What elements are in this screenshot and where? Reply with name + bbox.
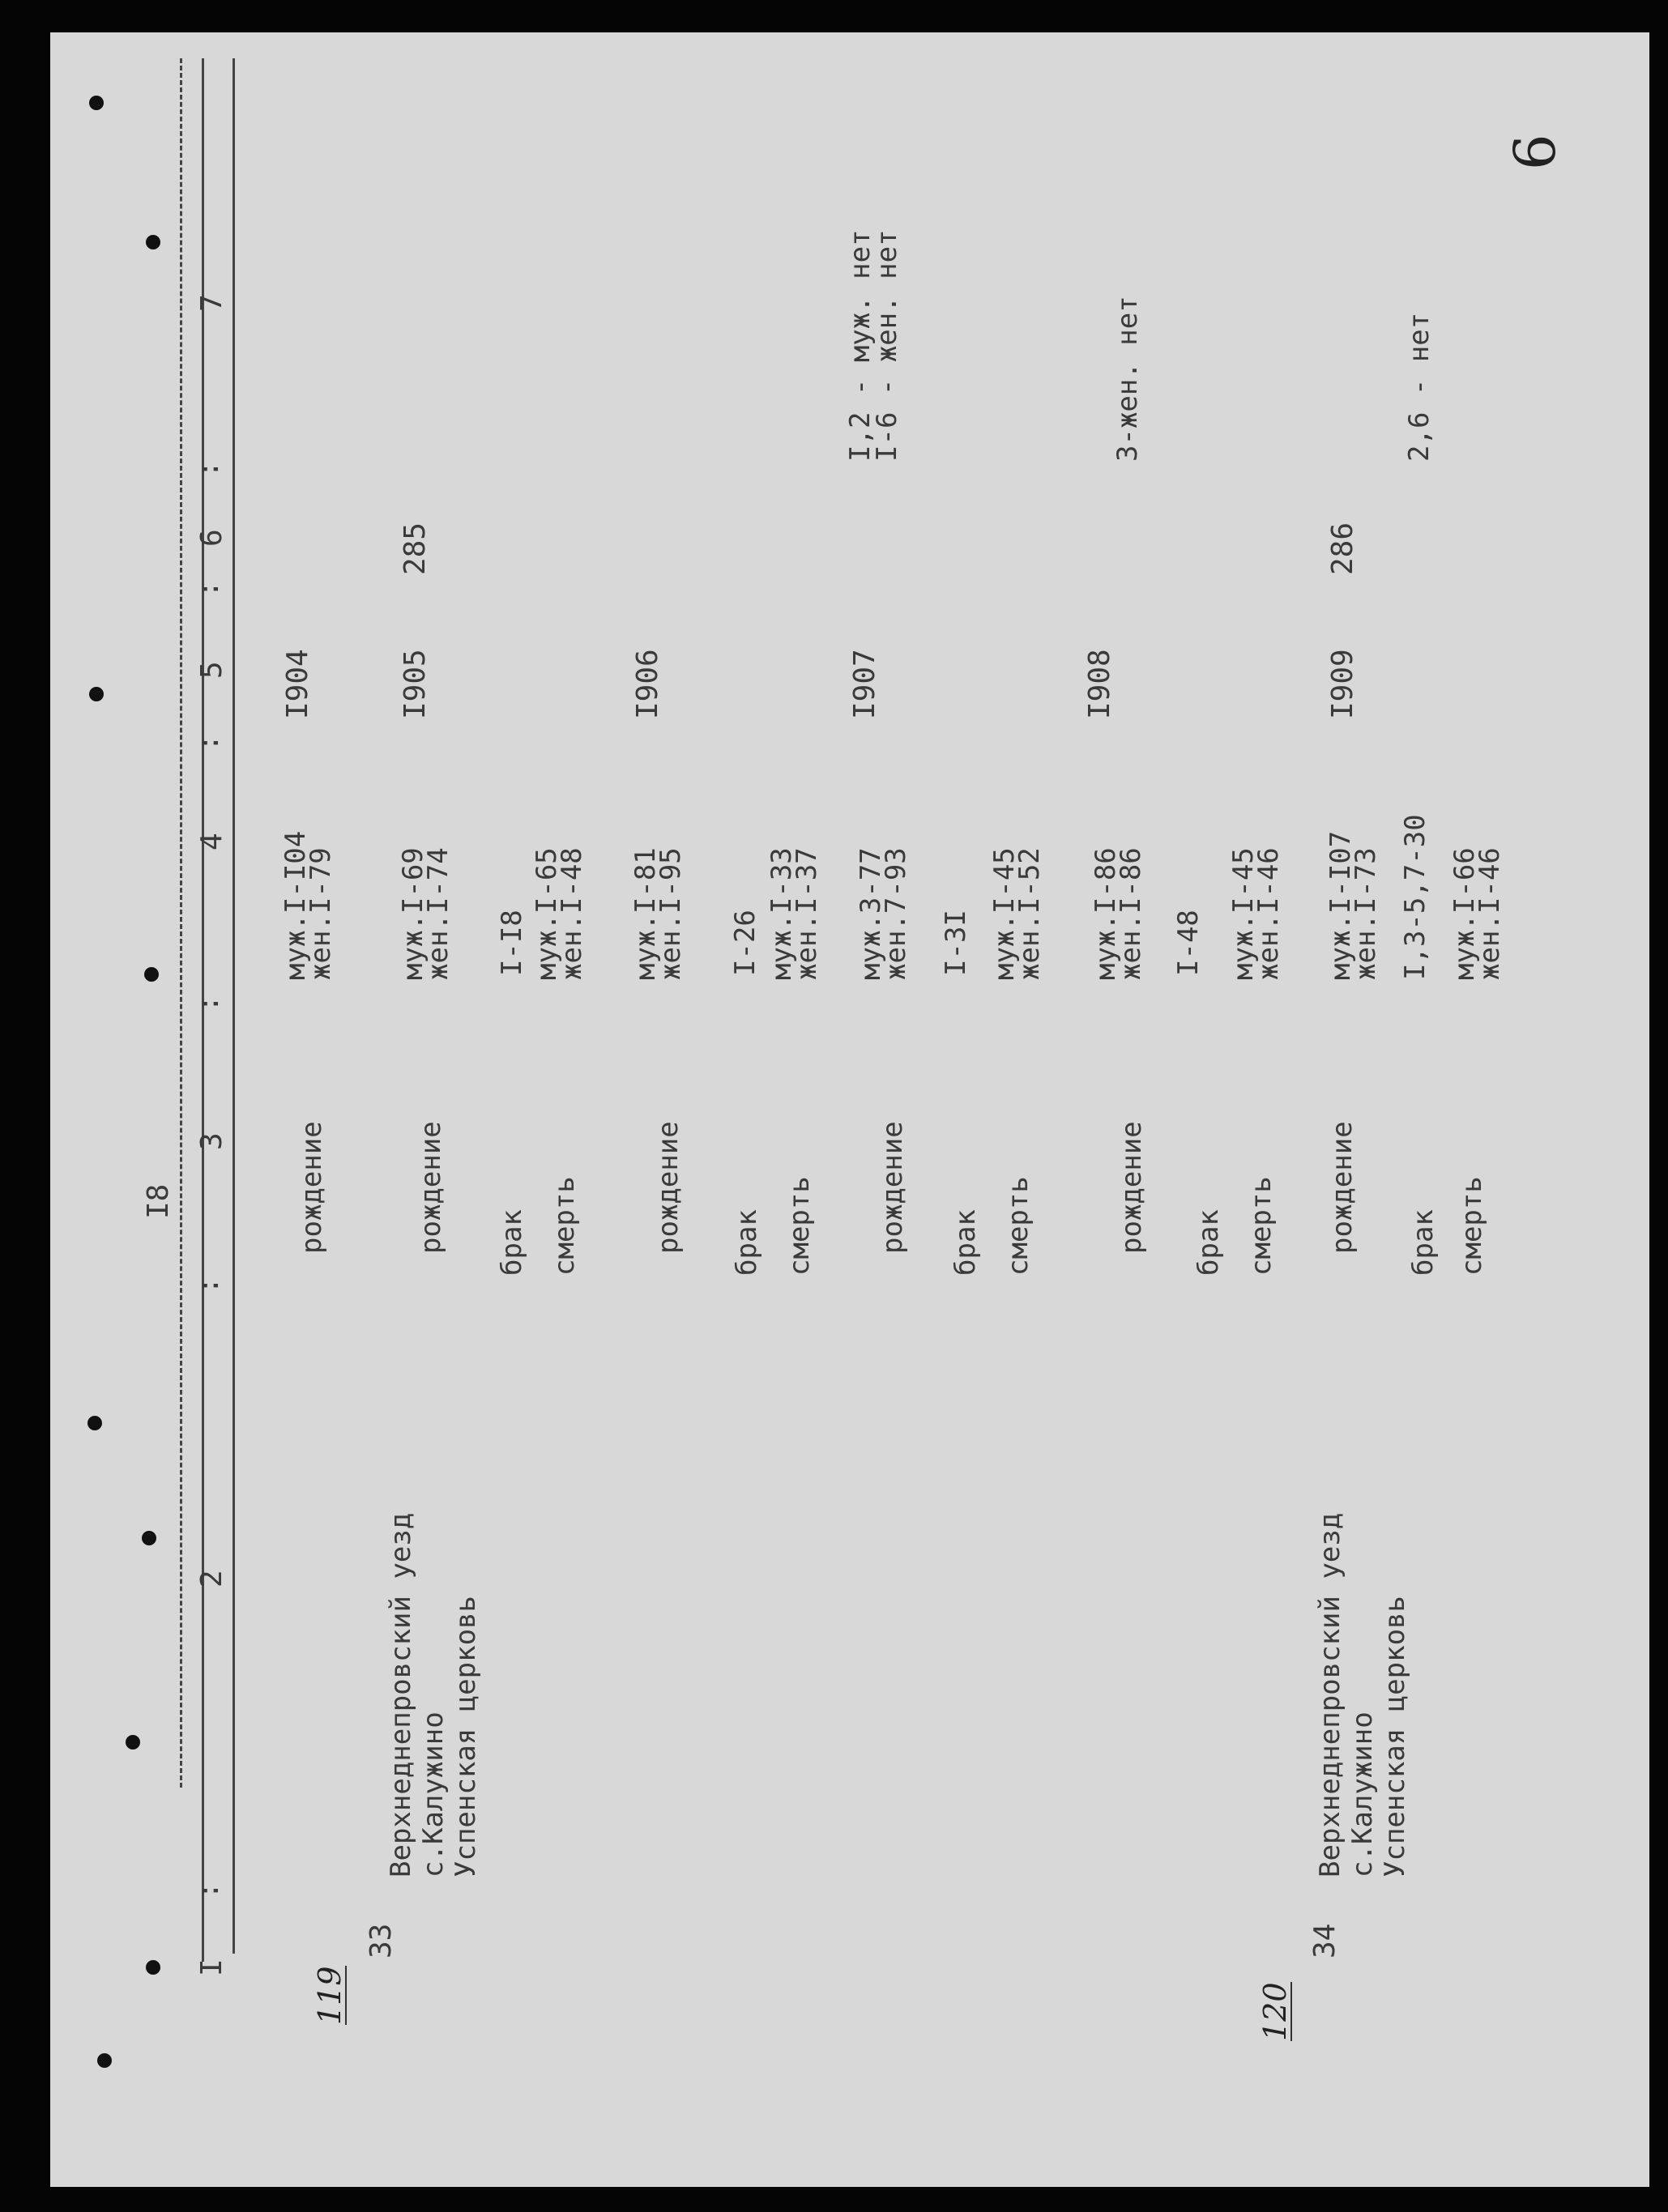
- count-cell: I-48: [1172, 910, 1205, 976]
- count-cell: муж.I-45 жен.I-46: [1227, 847, 1285, 980]
- count-cell: I,3-5,7-30: [1399, 814, 1431, 980]
- punch-hole: [89, 96, 104, 110]
- entry-number: 33: [365, 1923, 398, 1958]
- count-cell: I-3I: [940, 910, 972, 976]
- count-cell: муж.I-65 жен.I-48: [531, 847, 588, 980]
- column-separator: :: [192, 995, 225, 1012]
- record-type: рождение: [415, 1121, 447, 1254]
- record-type: брак: [1407, 1209, 1440, 1276]
- record-type: смерть: [1245, 1176, 1278, 1276]
- count-cell: I-26: [729, 910, 761, 976]
- record-type: брак: [949, 1209, 982, 1276]
- year-cell: I904: [281, 649, 314, 719]
- punch-hole: [126, 1735, 140, 1750]
- year-cell: I905: [399, 649, 432, 719]
- record-type: брак: [496, 1209, 528, 1276]
- column-header-2: 2: [195, 1570, 228, 1588]
- count-cell: муж.I-I04 жен.I-79: [279, 830, 337, 980]
- column-separator: :: [192, 1882, 225, 1899]
- missing-note: I-6 - жен. нет: [871, 229, 903, 462]
- record-type: смерть: [1002, 1176, 1035, 1276]
- corner-handwritten-mark: 6: [1502, 134, 1568, 170]
- record-type: смерть: [1456, 1176, 1488, 1276]
- place-church: Успенская церковь: [450, 1596, 482, 1877]
- count-cell: муж.I-86 жен.I-86: [1090, 847, 1147, 980]
- column-separator: :: [192, 580, 225, 598]
- punch-hole: [97, 2053, 112, 2068]
- column-separator: :: [192, 734, 225, 752]
- reference-cell: 285: [399, 522, 432, 575]
- record-type: рождение: [877, 1121, 909, 1254]
- count-cell: I-I8: [496, 910, 528, 976]
- missing-note: 2,6 - нет: [1403, 312, 1436, 462]
- year-cell: I906: [631, 649, 664, 719]
- place-uezd: Верхнеднепровский уезд: [385, 1512, 417, 1877]
- header-rule-dashed: [180, 58, 182, 1788]
- column-header-7: 7: [195, 294, 228, 312]
- place-village: с.Калужино: [417, 1711, 450, 1877]
- archive-number: 119: [312, 1966, 348, 2025]
- punch-hole: [144, 967, 159, 982]
- place-village: с.Калужино: [1346, 1711, 1379, 1877]
- punch-hole: [146, 235, 160, 249]
- record-type: смерть: [783, 1176, 816, 1276]
- count-cell: муж.I-I07 жен.I-73: [1325, 830, 1382, 980]
- record-type: рождение: [296, 1121, 328, 1254]
- page-number: I8: [142, 1183, 175, 1219]
- punch-hole: [146, 1960, 160, 1975]
- column-separator: :: [192, 460, 225, 478]
- count-cell: муж.I-69 жен.I-74: [397, 847, 454, 980]
- punch-hole: [142, 1531, 156, 1545]
- column-separator: :: [192, 1276, 225, 1294]
- column-header-4: 4: [195, 833, 228, 850]
- count-cell: муж.I-81 жен.I-95: [629, 847, 687, 980]
- count-cell: муж.I-66 жен.I-46: [1448, 847, 1506, 980]
- column-header-3: 3: [195, 1132, 228, 1150]
- count-cell: муж.I-33 жен.I-37: [766, 847, 823, 980]
- punch-hole: [87, 1416, 102, 1430]
- record-type: смерть: [548, 1176, 581, 1276]
- place-church: Успенская церковь: [1379, 1596, 1411, 1877]
- year-cell: I909: [1326, 649, 1359, 719]
- entry-number: 34: [1308, 1923, 1342, 1958]
- archive-number: 120: [1257, 1982, 1293, 2041]
- column-header-6: 6: [195, 529, 228, 547]
- missing-note: I,2 - муж. нет: [844, 229, 877, 462]
- count-cell: муж.I-45 жен.I-52: [988, 847, 1046, 980]
- year-cell: I907: [848, 649, 881, 719]
- record-type: рождение: [652, 1121, 685, 1254]
- year-cell: I908: [1083, 649, 1116, 719]
- header-rule-solid: [232, 58, 235, 1954]
- missing-note: 3-жен. нет: [1111, 296, 1144, 462]
- count-cell: муж.3-77 жен.7-93: [855, 847, 912, 980]
- reference-cell: 286: [1326, 522, 1359, 575]
- record-type: брак: [1192, 1209, 1225, 1276]
- place-uezd: Верхнеднепровский уезд: [1314, 1512, 1346, 1877]
- punch-hole: [89, 687, 104, 701]
- column-header-5: 5: [195, 661, 228, 679]
- record-type: брак: [731, 1209, 763, 1276]
- column-header-1: I: [195, 1958, 228, 1976]
- record-type: рождение: [1116, 1121, 1148, 1254]
- record-type: рождение: [1326, 1121, 1359, 1254]
